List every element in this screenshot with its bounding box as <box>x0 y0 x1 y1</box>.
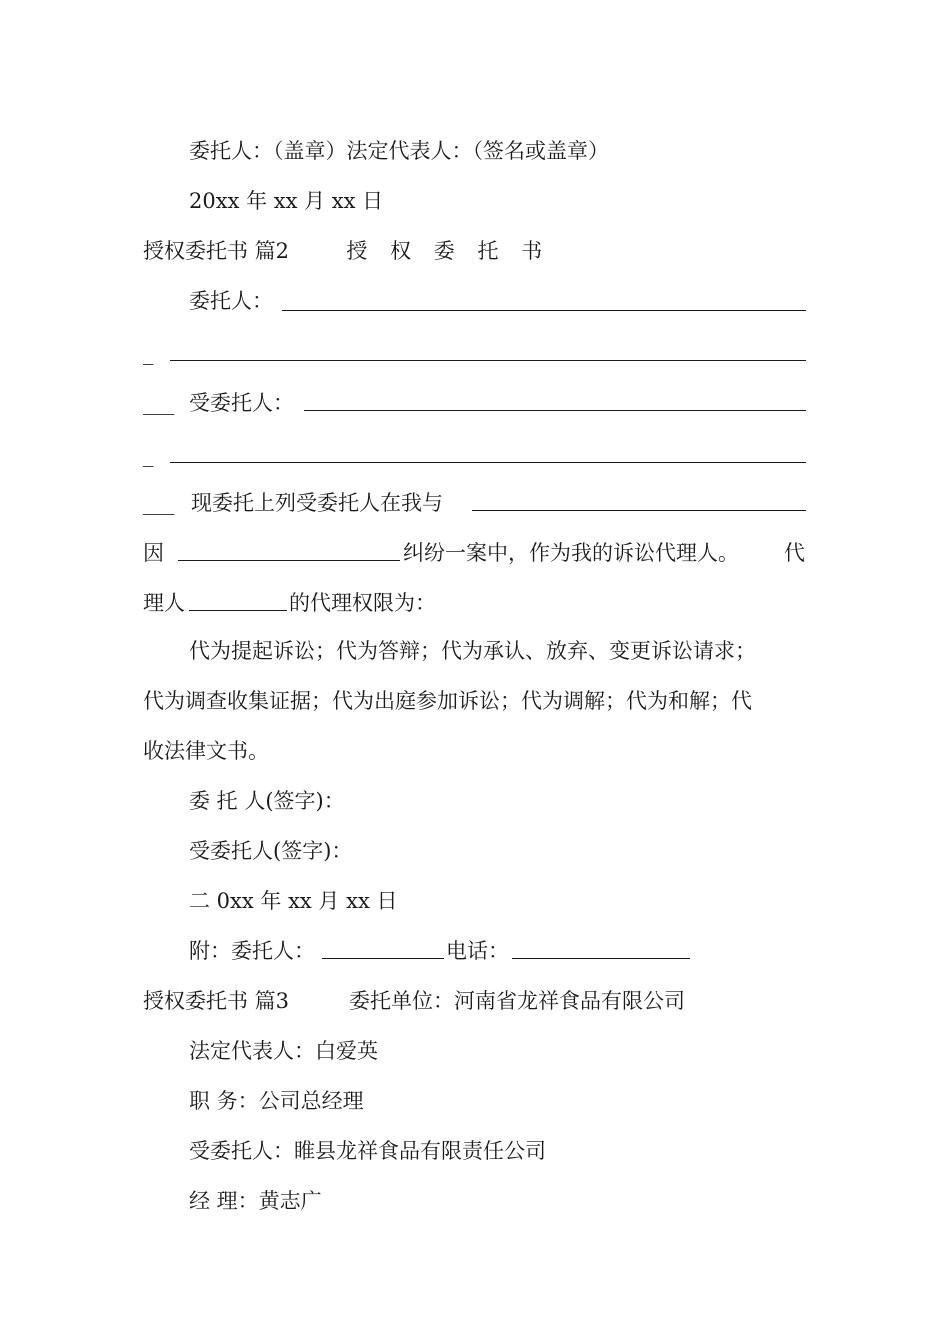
phone-blank <box>512 940 690 959</box>
dash-marker-2: _ <box>143 443 154 467</box>
principal-unit: 委托单位：河南省龙祥食品有限公司 <box>349 989 685 1013</box>
short-blank: ___ <box>143 391 175 415</box>
manager: 经 理：黄志广 <box>189 1189 322 1213</box>
powers-line-3: 收法律文书。 <box>143 739 269 763</box>
dash-marker: _ <box>143 341 154 365</box>
because-word: 因 <box>143 541 164 565</box>
principal-row <box>189 287 273 315</box>
agent-signature: 受委托人(签字)： <box>189 839 353 863</box>
attach-principal-blank <box>322 940 444 959</box>
case-text: 纠纷一案中，作为我的诉讼代理人。 <box>403 541 739 565</box>
section-2-heading: 授权委托书 篇2 <box>143 239 290 263</box>
agent-word: 代 <box>784 541 805 565</box>
opponent-blank <box>472 492 806 511</box>
date-line: 20xx 年 xx 月 xx 日 <box>189 189 384 213</box>
position: 职 务：公司总经理 <box>189 1089 364 1113</box>
section-2-date: 二 0xx 年 xx 月 xx 日 <box>189 889 398 913</box>
agent-name-blank <box>189 592 287 611</box>
body-start: 现委托上列受委托人在我与 <box>191 491 443 515</box>
legal-representative: 法定代表人：白爱英 <box>189 1039 378 1063</box>
phone-label: 电话： <box>446 939 509 963</box>
agent-label: 受委托人： <box>189 391 294 415</box>
attach-label: 附：委托人： <box>189 939 315 963</box>
agent-blank-continued <box>170 444 806 463</box>
short-blank-2: ___ <box>143 491 175 515</box>
section-3-heading: 授权委托书 篇3 <box>143 989 290 1013</box>
authority-text: 的代理权限为： <box>289 591 436 615</box>
agent-company: 受委托人：睢县龙祥食品有限责任公司 <box>189 1139 546 1163</box>
principal-blank <box>282 292 806 311</box>
powers-line-1: 代为提起诉讼；代为答辩；代为承认、放弃、变更诉讼请求； <box>189 639 756 663</box>
section-heading <box>143 237 550 265</box>
agent-blank <box>304 392 806 411</box>
powers-line-2: 代为调查收集证据；代为出庭参加诉讼；代为调解；代为和解；代 <box>143 689 752 713</box>
principal-signature: 委 托 人(签字)： <box>189 789 345 813</box>
principal-blank-continued <box>170 342 806 361</box>
case-blank <box>178 542 400 561</box>
principal-label: 委托人： <box>189 289 273 313</box>
agent-word-2: 理人 <box>143 591 185 615</box>
document-title: 授 权 委 托 书 <box>346 239 551 263</box>
signature-line: 委托人：（盖章）法定代表人：（签名或盖章） <box>189 139 609 163</box>
